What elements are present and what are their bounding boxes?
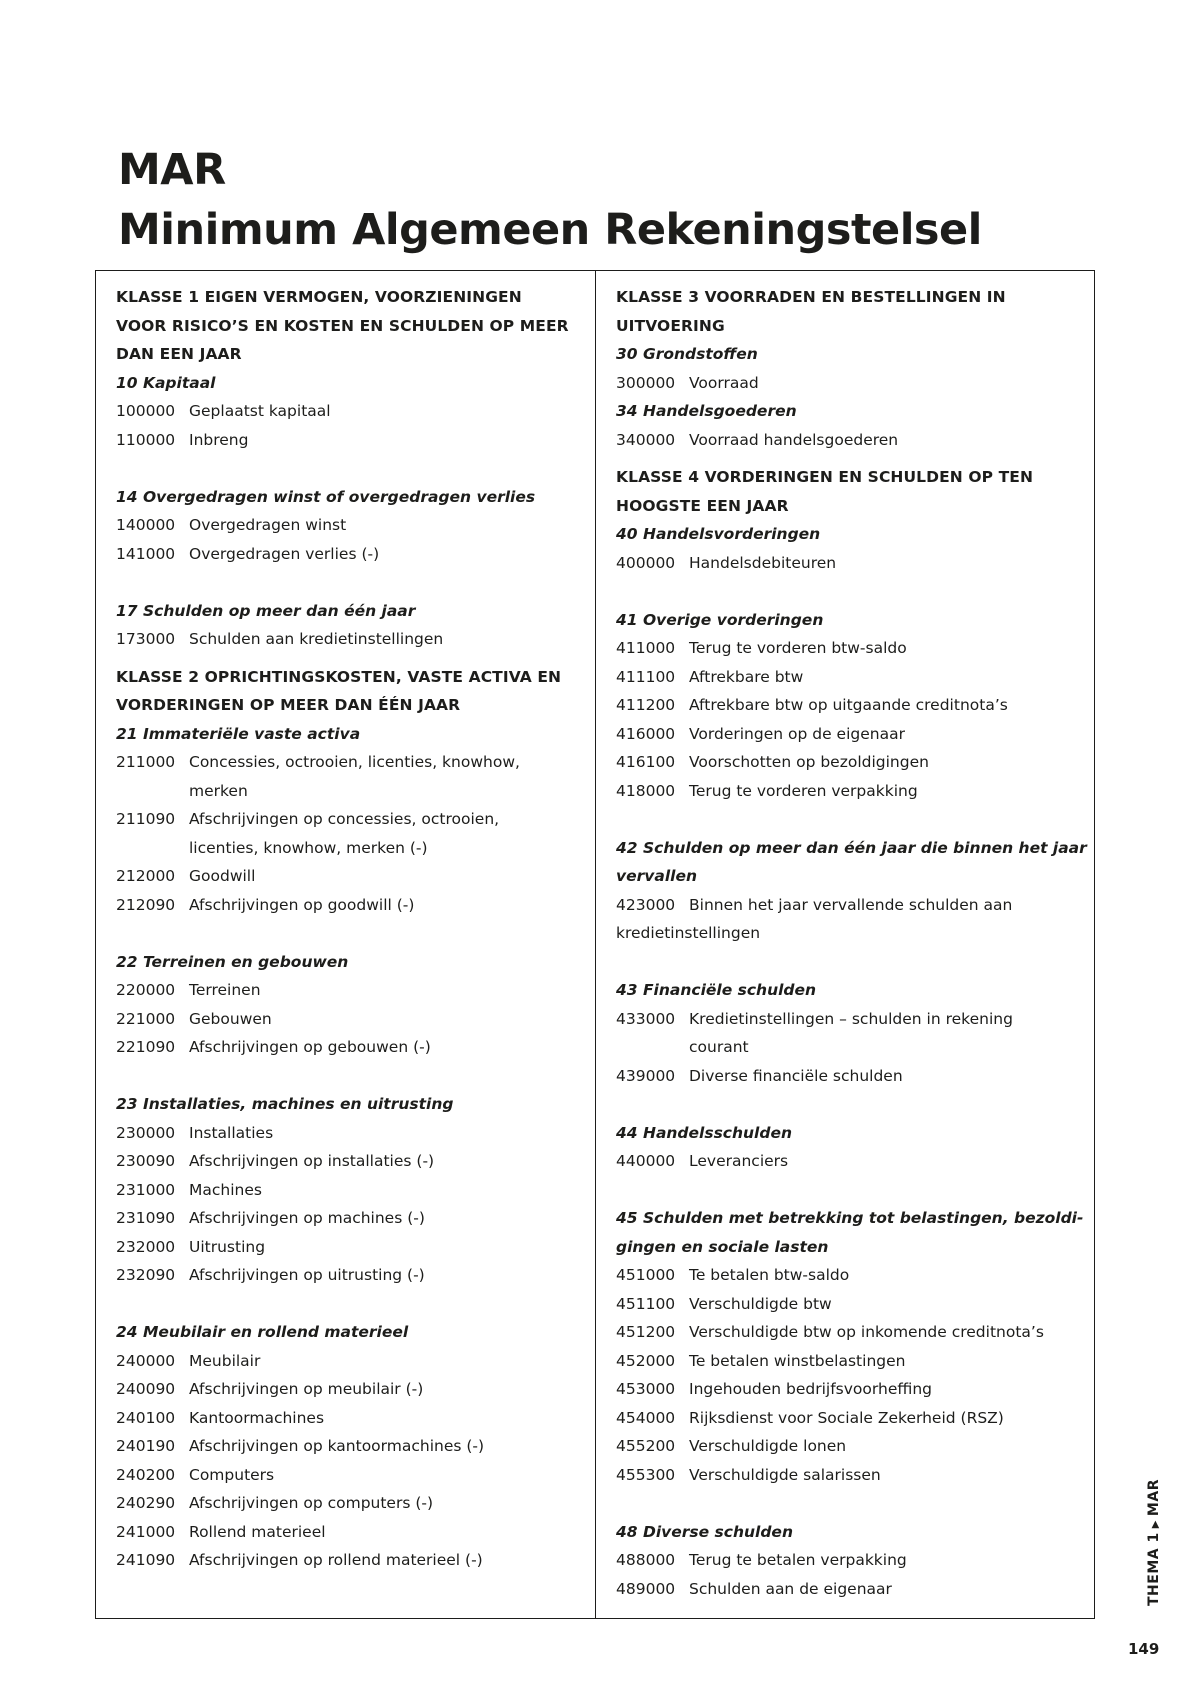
account-row bbox=[616, 1290, 1094, 1319]
group-heading: 48 Diverse schulden bbox=[616, 1522, 793, 1541]
account-row bbox=[616, 663, 1094, 692]
account-code: 220000 bbox=[116, 981, 176, 999]
account-row bbox=[616, 426, 1094, 455]
account-code: 488000 bbox=[616, 1551, 676, 1569]
group-heading: 14 Overgedragen winst of overgedragen verlies bbox=[116, 487, 536, 506]
account-row bbox=[116, 1375, 595, 1404]
account-code: 240200 bbox=[116, 1465, 176, 1484]
account-name: Computers bbox=[189, 1465, 275, 1484]
account-name: Afschrijvingen op uitrusting (-) bbox=[189, 1266, 425, 1284]
account-code: 240000 bbox=[116, 1351, 176, 1370]
account-code: 232090 bbox=[116, 1266, 176, 1284]
account-name: Afschrijvingen op computers (-) bbox=[189, 1494, 434, 1512]
group-heading: 21 Immateriële vaste activa bbox=[116, 724, 361, 743]
account-name: Te betalen btw-saldo bbox=[689, 1266, 850, 1284]
theme-label: THEMA 1 bbox=[1146, 1532, 1162, 1606]
right-column bbox=[596, 271, 1094, 1618]
class-heading: KLASSE 3 VOORRADEN EN BESTELLINGEN IN bbox=[616, 288, 1006, 306]
account-name: Terug te vorderen btw-saldo bbox=[689, 639, 907, 657]
account-row bbox=[116, 891, 595, 920]
account-name: Voorschotten op bezoldigingen bbox=[689, 753, 929, 771]
account-code: 455300 bbox=[616, 1465, 676, 1484]
group-heading: gingen en sociale lasten bbox=[616, 1237, 829, 1256]
account-row bbox=[616, 369, 1094, 398]
account-name: Aftrekbare btw op uitgaande creditnota’s bbox=[689, 696, 1008, 714]
account-code: 240290 bbox=[116, 1494, 176, 1512]
account-name: Schulden aan kredietinstellingen bbox=[189, 630, 444, 648]
account-name: Overgedragen winst bbox=[189, 516, 347, 534]
account-name-continued: courant bbox=[689, 1038, 749, 1056]
account-row bbox=[116, 1546, 595, 1575]
account-code: 230000 bbox=[116, 1123, 176, 1142]
account-code: 451200 bbox=[616, 1323, 676, 1341]
account-name: Afschrijvingen op kantoormachines (-) bbox=[189, 1437, 485, 1455]
left-column bbox=[96, 271, 596, 1618]
account-row bbox=[116, 511, 595, 540]
account-name: Afschrijvingen op meubilair (-) bbox=[189, 1380, 424, 1398]
account-code: 110000 bbox=[116, 430, 176, 449]
account-row bbox=[616, 1404, 1094, 1433]
account-row bbox=[116, 748, 595, 777]
class-heading: VORDERINGEN OP MEER DAN ÉÉN JAAR bbox=[116, 696, 461, 714]
account-code: 241000 bbox=[116, 1522, 176, 1541]
class-heading: VOOR RISICO’S EN KOSTEN EN SCHULDEN OP MEER bbox=[116, 316, 569, 335]
account-row bbox=[116, 805, 595, 834]
account-name: Goodwill bbox=[189, 867, 256, 885]
account-row bbox=[616, 1347, 1094, 1376]
account-code: 411000 bbox=[616, 639, 676, 657]
account-name: Verschuldigde btw op inkomende creditnota’s bbox=[689, 1323, 1044, 1341]
account-code: 231000 bbox=[116, 1180, 176, 1199]
account-row bbox=[116, 1176, 595, 1205]
account-row bbox=[116, 1347, 595, 1376]
account-code: 211090 bbox=[116, 810, 176, 828]
account-name: Meubilair bbox=[189, 1351, 261, 1370]
account-name: Vorderingen op de eigenaar bbox=[689, 724, 905, 743]
account-name: Afschrijvingen op installaties (-) bbox=[189, 1152, 435, 1170]
group-heading: 34 Handelsgoederen bbox=[616, 402, 797, 420]
account-name: Inbreng bbox=[189, 430, 249, 449]
account-name: Verschuldigde lonen bbox=[689, 1437, 847, 1455]
account-code: 230090 bbox=[116, 1152, 176, 1170]
class-heading: KLASSE 1 EIGEN VERMOGEN, VOORZIENINGEN bbox=[116, 288, 522, 306]
account-name: Leveranciers bbox=[689, 1152, 789, 1170]
group-heading: 17 Schulden op meer dan één jaar bbox=[116, 601, 416, 620]
account-code: 451100 bbox=[616, 1294, 676, 1313]
group-heading: 40 Handelsvorderingen bbox=[616, 525, 821, 543]
account-code: 141000 bbox=[116, 544, 176, 563]
account-row bbox=[616, 1062, 1094, 1091]
account-code: 221090 bbox=[116, 1038, 176, 1056]
account-name: Verschuldigde salarissen bbox=[689, 1465, 881, 1484]
account-row bbox=[616, 1005, 1094, 1034]
page-title bbox=[118, 140, 982, 260]
account-row bbox=[116, 540, 595, 569]
account-row bbox=[616, 1147, 1094, 1176]
group-heading: 44 Handelsschulden bbox=[616, 1123, 793, 1142]
group-heading: 43 Financiële schulden bbox=[616, 981, 817, 999]
group-heading: 41 Overige vorderingen bbox=[616, 610, 824, 629]
account-code: 400000 bbox=[616, 553, 676, 572]
account-name: Voorraad bbox=[689, 373, 759, 392]
account-code: 100000 bbox=[116, 402, 176, 420]
account-code: 241090 bbox=[116, 1551, 176, 1569]
account-code: 411200 bbox=[616, 696, 676, 714]
account-name: Afschrijvingen op gebouwen (-) bbox=[189, 1038, 431, 1056]
title-line-2: Minimum Algemeen Rekeningstelsel bbox=[118, 205, 982, 255]
class-heading: HOOGSTE EEN JAAR bbox=[616, 496, 789, 515]
account-code: 416000 bbox=[616, 724, 676, 743]
section-side-tag bbox=[1146, 1479, 1162, 1606]
account-row bbox=[616, 1432, 1094, 1461]
account-code: 300000 bbox=[616, 373, 676, 392]
account-code: 240100 bbox=[116, 1408, 176, 1427]
account-row bbox=[616, 549, 1094, 578]
account-code: 439000 bbox=[616, 1066, 676, 1085]
account-row bbox=[116, 1147, 595, 1176]
group-heading: 24 Meubilair en rollend materieel bbox=[116, 1323, 409, 1341]
account-row bbox=[116, 1432, 595, 1461]
account-name: Voorraad handelsgoederen bbox=[689, 430, 899, 449]
account-name: Rijksdienst voor Sociale Zekerheid (RSZ) bbox=[689, 1408, 1004, 1427]
account-name: Kantoormachines bbox=[189, 1408, 325, 1427]
account-row bbox=[116, 397, 595, 426]
account-name: Diverse financiële schulden bbox=[689, 1066, 903, 1085]
account-code: 440000 bbox=[616, 1152, 676, 1170]
page-number: 149 bbox=[1128, 1640, 1160, 1658]
account-name: Terug te vorderen verpakking bbox=[689, 781, 918, 800]
account-code: 423000 bbox=[616, 895, 676, 914]
account-name: Binnen het jaar vervallende schulden aan bbox=[689, 895, 1013, 914]
account-name: Afschrijvingen op rollend materieel (-) bbox=[189, 1551, 483, 1569]
class-heading: KLASSE 4 VORDERINGEN EN SCHULDEN OP TEN bbox=[616, 468, 1034, 486]
account-row bbox=[616, 891, 1094, 920]
account-code: 416100 bbox=[616, 753, 676, 771]
account-name: Concessies, octrooien, licenties, knowhow, bbox=[189, 753, 520, 771]
account-code: 240090 bbox=[116, 1380, 176, 1398]
account-code: 451000 bbox=[616, 1266, 676, 1284]
account-code: 489000 bbox=[616, 1579, 676, 1598]
account-row bbox=[116, 1404, 595, 1433]
class-heading: UITVOERING bbox=[616, 316, 725, 335]
account-name: Kredietinstellingen – schulden in rekening bbox=[689, 1009, 1013, 1028]
group-heading: vervallen bbox=[616, 867, 697, 885]
account-name-continued: merken bbox=[189, 781, 248, 800]
account-name: Schulden aan de eigenaar bbox=[689, 1579, 892, 1598]
account-code: 240190 bbox=[116, 1437, 176, 1455]
account-row bbox=[616, 1546, 1094, 1575]
account-code: 433000 bbox=[616, 1009, 676, 1028]
account-row bbox=[116, 1518, 595, 1547]
account-row bbox=[116, 1261, 595, 1290]
account-code: 211000 bbox=[116, 753, 176, 771]
group-heading: 10 Kapitaal bbox=[116, 373, 216, 392]
account-code: 221000 bbox=[116, 1009, 176, 1028]
section-label: MAR bbox=[1146, 1479, 1162, 1517]
account-name-continued: kredietinstellingen bbox=[616, 924, 761, 942]
account-name: Geplaatst kapitaal bbox=[189, 402, 331, 420]
account-name: Afschrijvingen op concessies, octrooien, bbox=[189, 810, 500, 828]
account-row bbox=[616, 1261, 1094, 1290]
account-name: Overgedragen verlies (-) bbox=[189, 544, 380, 563]
group-heading: 42 Schulden op meer dan één jaar die binnen het jaar bbox=[616, 838, 1087, 857]
group-heading: 45 Schulden met betrekking tot belastingen, bezoldi- bbox=[616, 1209, 1084, 1227]
account-row bbox=[116, 862, 595, 891]
account-row bbox=[616, 1575, 1094, 1604]
group-heading: 30 Grondstoffen bbox=[616, 345, 758, 363]
account-name: Machines bbox=[189, 1180, 262, 1199]
account-code: 231090 bbox=[116, 1209, 176, 1227]
group-heading: 23 Installaties, machines en uitrusting bbox=[116, 1095, 454, 1113]
class-heading: DAN EEN JAAR bbox=[116, 345, 242, 363]
account-name: Afschrijvingen op machines (-) bbox=[189, 1209, 425, 1227]
account-name: Afschrijvingen op goodwill (-) bbox=[189, 895, 415, 914]
account-name: Rollend materieel bbox=[189, 1522, 326, 1541]
class-heading: KLASSE 2 OPRICHTINGSKOSTEN, VASTE ACTIVA EN bbox=[116, 667, 562, 686]
account-code: 232000 bbox=[116, 1237, 176, 1256]
account-code: 411100 bbox=[616, 667, 676, 686]
account-name: Uitrusting bbox=[189, 1237, 266, 1256]
account-row bbox=[116, 625, 595, 654]
account-code: 212000 bbox=[116, 867, 176, 885]
account-row bbox=[116, 1233, 595, 1262]
account-table bbox=[95, 270, 1095, 1619]
account-code: 140000 bbox=[116, 516, 176, 534]
account-row bbox=[116, 976, 595, 1005]
account-row bbox=[616, 1375, 1094, 1404]
account-name: Installaties bbox=[189, 1123, 274, 1142]
account-row bbox=[616, 748, 1094, 777]
title-line-1: MAR bbox=[118, 145, 226, 195]
account-row bbox=[116, 1204, 595, 1233]
account-code: 453000 bbox=[616, 1380, 676, 1398]
account-row bbox=[116, 1005, 595, 1034]
account-row bbox=[616, 1318, 1094, 1347]
account-row bbox=[116, 426, 595, 455]
account-row bbox=[616, 1461, 1094, 1490]
account-row bbox=[116, 1461, 595, 1490]
account-code: 454000 bbox=[616, 1408, 676, 1427]
account-row bbox=[616, 777, 1094, 806]
account-row bbox=[116, 1489, 595, 1518]
account-name: Terreinen bbox=[189, 981, 261, 999]
group-heading: 22 Terreinen en gebouwen bbox=[116, 952, 349, 971]
account-row bbox=[616, 634, 1094, 663]
account-name: Aftrekbare btw bbox=[689, 667, 804, 686]
account-code: 455200 bbox=[616, 1437, 676, 1455]
account-code: 340000 bbox=[616, 430, 676, 449]
account-name: Handelsdebiteuren bbox=[689, 553, 837, 572]
account-name: Ingehouden bedrijfsvoorheffing bbox=[689, 1380, 933, 1398]
account-code: 173000 bbox=[116, 630, 176, 648]
account-row bbox=[116, 1119, 595, 1148]
account-name: Terug te betalen verpakking bbox=[689, 1551, 907, 1569]
account-name: Verschuldigde btw bbox=[689, 1294, 832, 1313]
account-code: 418000 bbox=[616, 781, 676, 800]
account-row bbox=[116, 1033, 595, 1062]
account-name-continued: licenties, knowhow, merken (-) bbox=[189, 838, 428, 857]
account-code: 212090 bbox=[116, 895, 176, 914]
triangle-right-icon: ▶ bbox=[1150, 1520, 1161, 1529]
account-code: 452000 bbox=[616, 1351, 676, 1370]
account-row bbox=[616, 691, 1094, 720]
account-name: Te betalen winstbelastingen bbox=[689, 1351, 906, 1370]
account-name: Gebouwen bbox=[189, 1009, 272, 1028]
account-row bbox=[616, 720, 1094, 749]
